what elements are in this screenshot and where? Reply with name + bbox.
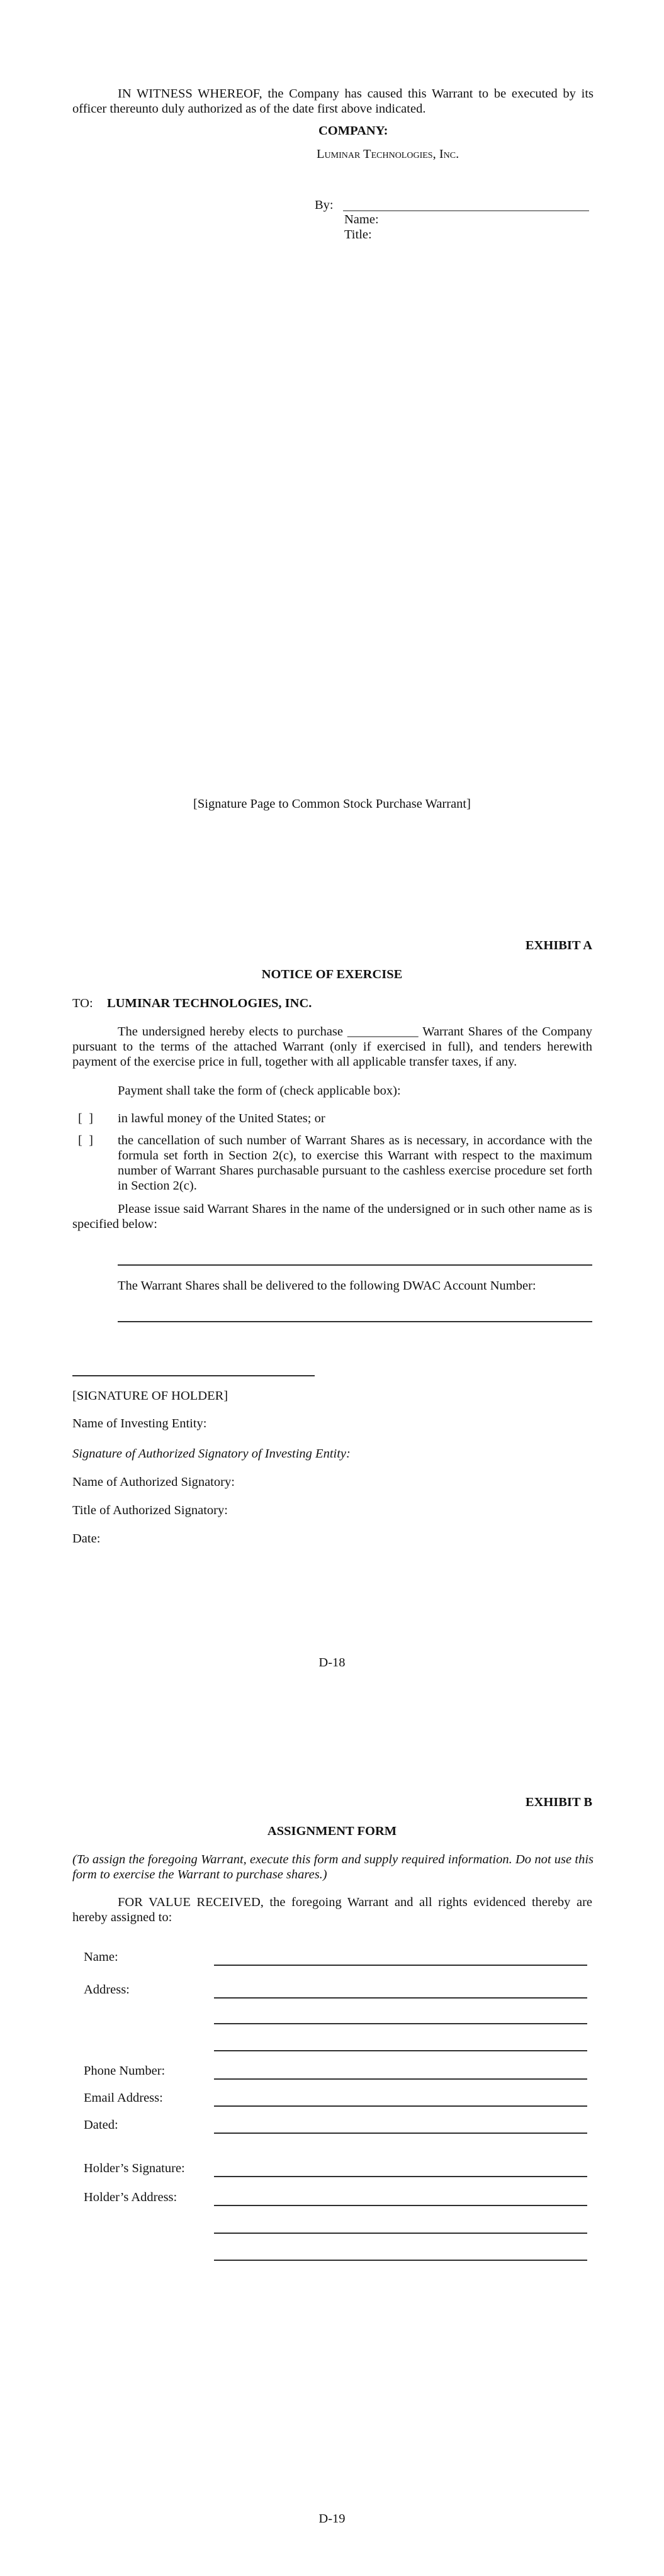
assign-dated-line — [214, 2133, 587, 2134]
checkbox-cashless-exercise: [ ] — [78, 1134, 93, 1147]
assign-holder-address-label: Holder’s Address: — [84, 2190, 177, 2204]
field-date: Date: — [72, 1532, 101, 1546]
holder-signature-caption: [SIGNATURE OF HOLDER] — [72, 1389, 228, 1403]
assign-email-label: Email Address: — [84, 2091, 163, 2105]
assign-address-line-1 — [214, 1997, 587, 1999]
assign-holder-signature-line — [214, 2176, 587, 2177]
checkbox-lawful-money: [ ] — [78, 1112, 93, 1125]
assignment-form-title: ASSIGNMENT FORM — [267, 1824, 397, 1838]
checkbox-lawful-money-text: in lawful money of the United States; or — [118, 1112, 325, 1125]
page-number-d18: D-18 — [318, 1656, 346, 1670]
by-label: By: — [315, 198, 334, 212]
holder-signature-line — [72, 1375, 315, 1376]
field-authorized-signatory-title: Title of Authorized Signatory: — [72, 1503, 228, 1517]
dwac-account-blank-line — [118, 1321, 592, 1322]
page-number-d19: D-19 — [318, 2512, 346, 2526]
assign-address-line-2 — [214, 2023, 587, 2024]
assign-email-line — [214, 2105, 587, 2107]
signature-page-caption: [Signature Page to Common Stock Purchase Warrant] — [193, 797, 471, 811]
assign-address-line-3 — [214, 2050, 587, 2051]
assign-address-label: Address: — [84, 1983, 130, 1997]
to-company-name: LUMINAR TECHNOLOGIES, INC. — [107, 996, 312, 1010]
exhibit-b-label: EXHIBIT B — [525, 1795, 592, 1809]
payment-intro: Payment shall take the form of (check applicable box): — [118, 1084, 401, 1098]
issue-name-blank-line — [118, 1264, 592, 1266]
for-value-received-paragraph: FOR VALUE RECEIVED, the foregoing Warrant and all rights evidenced thereby are hereby assigned to: — [72, 1895, 592, 1924]
assign-holder-address-line-2 — [214, 2233, 587, 2234]
field-authorized-signatory-signature: Signature of Authorized Signatory of Investing Entity: — [72, 1447, 351, 1461]
witness-paragraph: IN WITNESS WHEREOF, the Company has caused this Warrant to be executed by its officer thereunto duly authorized as of the date first above indicated. — [72, 87, 594, 116]
assign-name-line — [214, 1965, 587, 1966]
notice-of-exercise-title: NOTICE OF EXERCISE — [261, 967, 403, 981]
officer-name-label: Name: — [344, 213, 379, 226]
field-investing-entity: Name of Investing Entity: — [72, 1417, 207, 1430]
assign-phone-label: Phone Number: — [84, 2064, 166, 2078]
field-authorized-signatory-name: Name of Authorized Signatory: — [72, 1475, 235, 1489]
election-paragraph: The undersigned hereby elects to purchase ___________ Warrant Shares of the Company pursuant to the terms of the attached Warrant (only if exercised in full), and tenders herewith payment of the exercise price in full, together with all applicable transfer taxes, if any. — [72, 1025, 592, 1069]
checkbox-cashless-exercise-text: the cancellation of such number of Warrant Shares as is necessary, in accordance with the formula set forth in Section 2(c), to exercise this Warrant with respect to the maximum number of Warrant Shares purchasable pursuant to the cashless exercise procedure set forth in Section 2(c). — [118, 1134, 592, 1193]
assign-name-label: Name: — [84, 1950, 118, 1964]
assign-holder-signature-label: Holder’s Signature: — [84, 2161, 185, 2175]
assign-holder-address-line-1 — [214, 2205, 587, 2206]
assign-phone-line — [214, 2078, 587, 2080]
issue-paragraph: Please issue said Warrant Shares in the name of the undersigned or in such other name as is specified below: — [72, 1202, 592, 1231]
assignment-instruction-note: (To assign the foregoing Warrant, execute this form and supply required information. Do not use this form to exercise the Warrant to purchase shares.) — [72, 1853, 594, 1882]
officer-title-label: Title: — [344, 228, 372, 242]
to-label: TO: — [72, 996, 93, 1010]
by-signature-line — [343, 210, 589, 211]
assign-holder-address-line-3 — [214, 2260, 587, 2261]
company-label: COMPANY: — [318, 124, 388, 138]
exhibit-a-label: EXHIBIT A — [525, 939, 592, 952]
assign-dated-label: Dated: — [84, 2118, 118, 2132]
company-name: Luminar Technologies, Inc. — [317, 147, 459, 161]
dwac-sentence: The Warrant Shares shall be delivered to the following DWAC Account Number: — [118, 1279, 536, 1293]
